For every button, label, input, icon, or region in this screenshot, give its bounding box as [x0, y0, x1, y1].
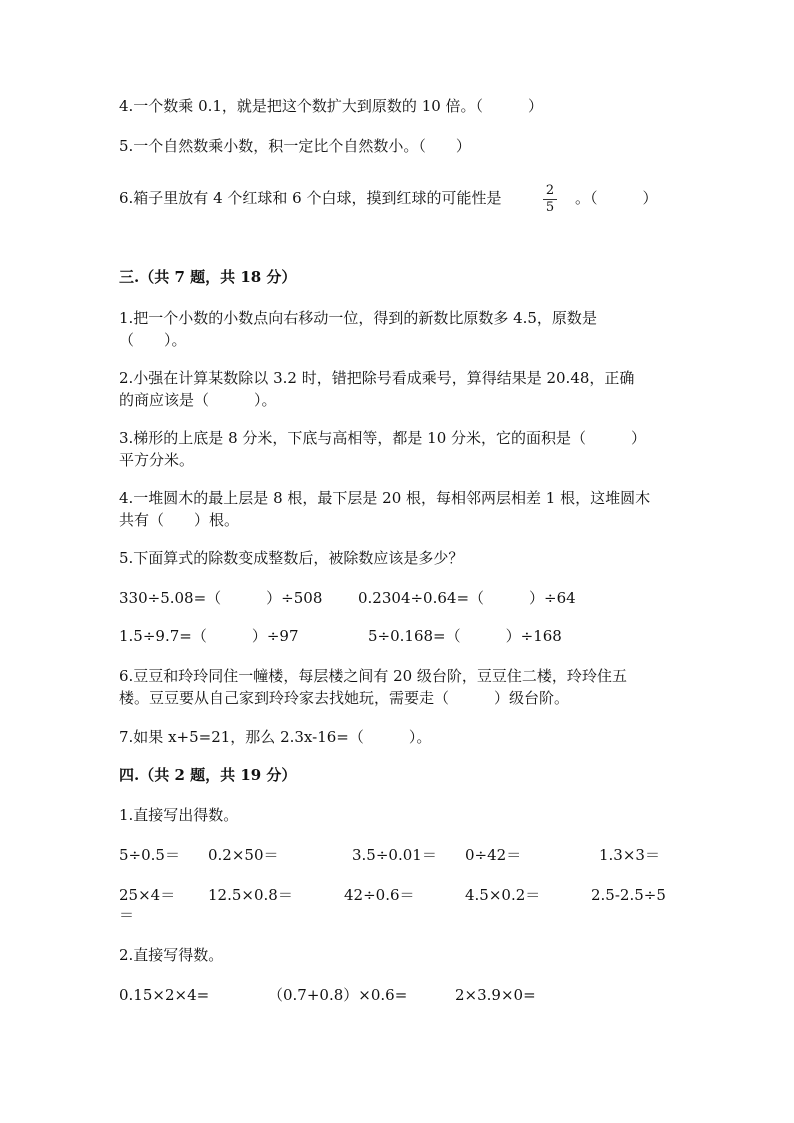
s3-q2-line2: 的商应该是（ ）。 [119, 391, 277, 409]
s4-r1-expr-1: 5÷0.5＝ [119, 846, 180, 864]
s3-q1-line2: （ ）。 [119, 331, 187, 349]
s4-q2: 2.直接写得数。 [119, 946, 224, 964]
s3-q1-line1: 1.把一个小数的小数点向右移动一位，得到的新数比原数多 4.5，原数是 [119, 309, 597, 327]
s4-r1-expr-5: 1.3×3＝ [599, 846, 660, 864]
judge-q6-text: 6.箱子里放有 4 个红球和 6 个白球，摸到红球的可能性是 [119, 189, 502, 207]
s4-r2-expr-4: 4.5×0.2＝ [465, 886, 541, 904]
s4-r1-expr-3: 3.5÷0.01＝ [352, 846, 437, 864]
s4-r3-expr-3: 2×3.9×0= [455, 986, 536, 1004]
s4-r1-expr-2: 0.2×50＝ [208, 846, 279, 864]
s3-q3-line2: 平方分米。 [119, 451, 195, 469]
fraction-denominator: 5 [545, 200, 555, 215]
s3-q7: 7.如果 x+5=21，那么 2.3x-16=（ ）。 [119, 728, 432, 746]
s4-r2-expr-3: 42÷0.6＝ [344, 886, 415, 904]
s3-q3-line1: 3.梯形的上底是 8 分米，下底与高相等，都是 10 分米，它的面积是（ ） [119, 429, 647, 447]
s4-r2-expr-1: 25×4＝ [119, 886, 176, 904]
section3-title: 三.（共 7 题，共 18 分） [119, 268, 297, 286]
s3-q5: 5.下面算式的除数变成整数后，被除数应该是多少？ [119, 549, 464, 567]
fraction-two-fifths [543, 184, 557, 215]
s3-q2-line1: 2.小强在计算某数除以 3.2 时，错把除号看成乘号，算得结果是 20.48，正确 [119, 369, 635, 387]
s4-q1: 1.直接写出得数。 [119, 806, 239, 824]
section4-title: 四.（共 2 题，共 19 分） [119, 766, 297, 784]
s3-q6-line1: 6.豆豆和玲玲同住一幢楼，每层楼之间有 20 级台阶，豆豆住二楼，玲玲住五 [119, 667, 627, 685]
s3-q5-expr-4: 5÷0.168=（ ）÷168 [368, 627, 562, 645]
judge-q5: 5.一个自然数乘小数，积一定比个自然数小。（ ） [119, 137, 471, 155]
s3-q5-expr-2: 0.2304÷0.64=（ ）÷64 [358, 589, 576, 607]
s4-r1-expr-4: 0÷42＝ [465, 846, 522, 864]
s3-q6-line2: 楼。豆豆要从自己家到玲玲家去找她玩，需要走（ ）级台阶。 [119, 689, 570, 707]
s3-q4-line2: 共有（ ）根。 [119, 511, 240, 529]
s3-q4-line1: 4.一堆圆木的最上层是 8 根，最下层是 20 根，每相邻两层相差 1 根，这堆圆木 [119, 489, 651, 507]
s4-r2-expr-5: 2.5-2.5÷5 [591, 886, 666, 904]
fraction-numerator: 2 [545, 183, 555, 198]
s4-r3-expr-1: 0.15×2×4= [119, 986, 210, 1004]
s3-q5-expr-1: 330÷5.08=（ ）÷508 [119, 589, 323, 607]
s4-r2-expr-2: 12.5×0.8＝ [208, 886, 293, 904]
s4-r2-wrap-equals: ＝ [119, 906, 135, 924]
s3-q5-expr-3: 1.5÷9.7=（ ）÷97 [119, 627, 299, 645]
judge-q4: 4.一个数乘 0.1，就是把这个数扩大到原数的 10 倍。（ ） [119, 97, 544, 115]
s4-r3-expr-2: （0.7+0.8）×0.6= [268, 986, 408, 1004]
judge-q6-blank: 。（ ） [575, 189, 658, 207]
